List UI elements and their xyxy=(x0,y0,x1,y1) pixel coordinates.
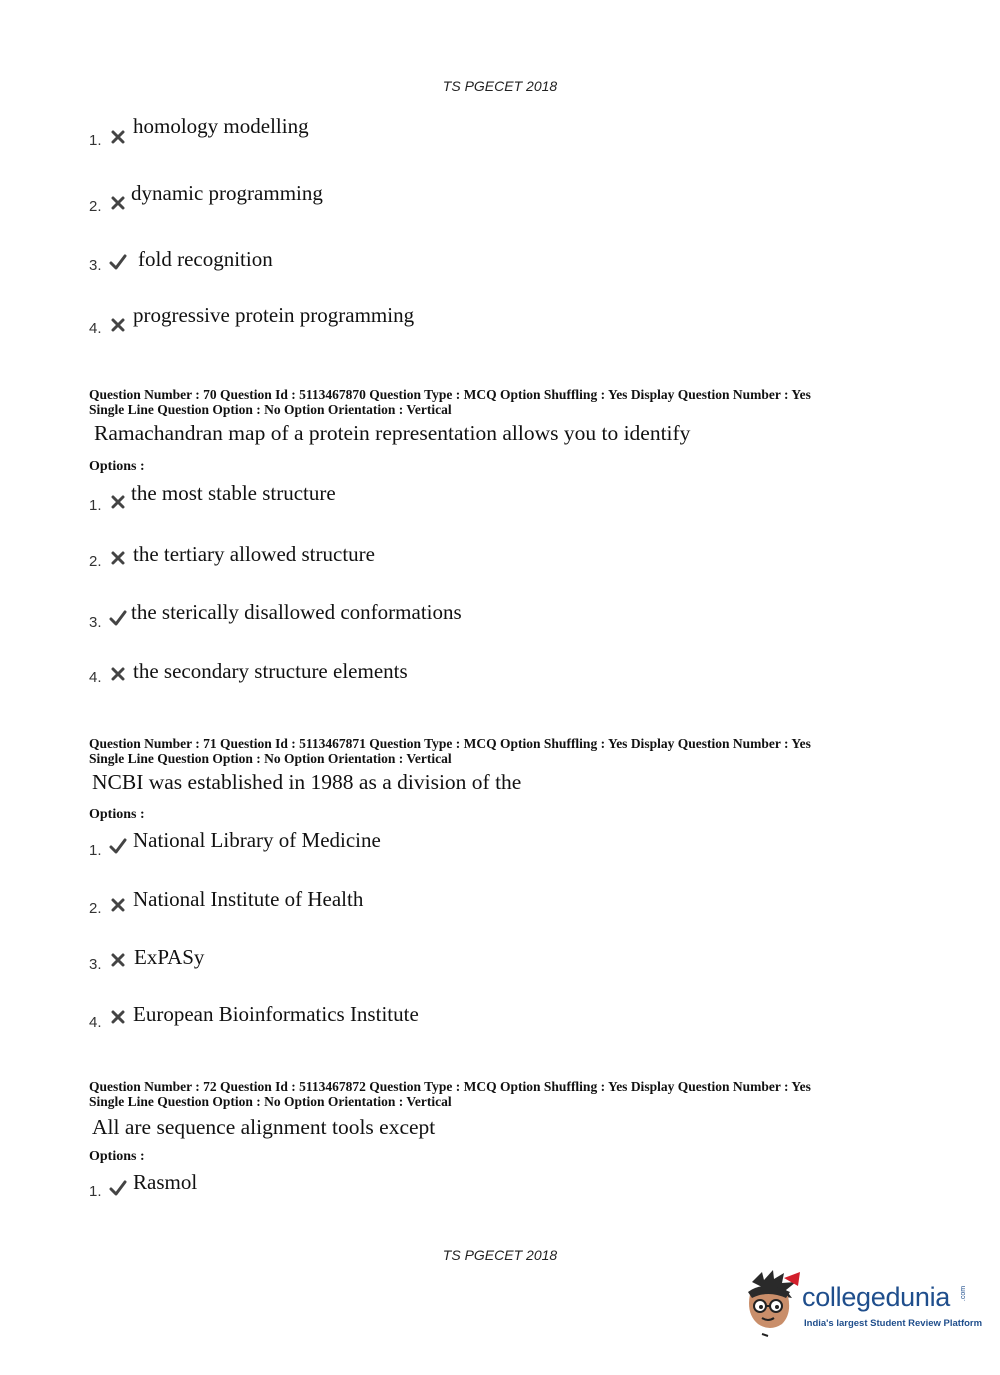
check-icon xyxy=(109,1179,127,1197)
option-text: National Library of Medicine xyxy=(133,828,381,852)
options-label: Options : xyxy=(89,459,145,474)
question-meta: Question Number : 72 Question Id : 5113467872 Question Type : MCQ Option Shuffling : Yes Display Question Number : Yes xyxy=(89,1079,811,1094)
option-text: homology modelling xyxy=(133,114,309,138)
option-number: 1. xyxy=(89,842,102,859)
option-number: 3. xyxy=(89,257,102,274)
check-icon xyxy=(109,609,127,627)
option-text: Rasmol xyxy=(133,1170,198,1194)
option-text: the tertiary allowed structure xyxy=(133,542,375,566)
option-text: fold recognition xyxy=(138,247,273,271)
option-number: 1. xyxy=(89,497,102,514)
check-icon xyxy=(109,253,127,271)
option-number: 3. xyxy=(89,956,102,973)
option-text: the sterically disallowed conformations xyxy=(131,600,462,624)
question-text: NCBI was established in 1988 as a division of the xyxy=(92,770,522,794)
cross-icon xyxy=(109,1008,127,1026)
cross-icon xyxy=(109,549,127,567)
collegedunia-logo xyxy=(740,1268,983,1340)
option-number: 1. xyxy=(89,1183,102,1200)
page-footer: TS PGECET 2018 xyxy=(442,1247,558,1263)
cross-icon xyxy=(109,194,127,212)
logo-tagline: India's largest Student Review Platform xyxy=(804,1318,983,1329)
question-meta: Question Number : 70 Question Id : 5113467870 Question Type : MCQ Option Shuffling : Yes Display Question Number : Yes xyxy=(89,387,811,402)
option-text: progressive protein programming xyxy=(133,303,415,327)
cross-icon xyxy=(109,896,127,914)
cross-icon xyxy=(109,665,127,683)
option-number: 2. xyxy=(89,900,102,917)
cross-icon xyxy=(109,316,127,334)
question-meta: Single Line Question Option : No Option Orientation : Vertical xyxy=(89,402,452,417)
question-text: All are sequence alignment tools except xyxy=(92,1115,436,1139)
option-number: 1. xyxy=(89,132,102,149)
option-number: 3. xyxy=(89,614,102,631)
cross-icon xyxy=(109,951,127,969)
check-icon xyxy=(109,837,127,855)
question-text: Ramachandran map of a protein representation allows you to identify xyxy=(94,421,691,445)
option-number: 2. xyxy=(89,553,102,570)
question-meta: Question Number : 71 Question Id : 5113467871 Question Type : MCQ Option Shuffling : Yes Display Question Number : Yes xyxy=(89,736,811,751)
cross-icon xyxy=(109,493,127,511)
option-text: the most stable structure xyxy=(131,481,336,505)
logo-com: .com xyxy=(960,1285,968,1302)
option-number: 2. xyxy=(89,198,102,215)
page-header: TS PGECET 2018 xyxy=(442,78,558,94)
question-meta: Single Line Question Option : No Option Orientation : Vertical xyxy=(89,1094,452,1109)
option-number: 4. xyxy=(89,320,102,337)
cross-icon xyxy=(109,128,127,146)
options-label: Options : xyxy=(89,807,145,822)
option-number: 4. xyxy=(89,1014,102,1031)
logo-brand: collegedunia xyxy=(802,1282,951,1312)
option-text: ExPASy xyxy=(134,945,205,969)
option-text: dynamic programming xyxy=(131,181,323,205)
mascot-icon xyxy=(740,1268,802,1340)
question-meta: Single Line Question Option : No Option Orientation : Vertical xyxy=(89,751,452,766)
options-label: Options : xyxy=(89,1149,145,1164)
option-text: the secondary structure elements xyxy=(133,659,408,683)
option-number: 4. xyxy=(89,669,102,686)
option-text: National Institute of Health xyxy=(133,887,364,911)
option-text: European Bioinformatics Institute xyxy=(133,1002,419,1026)
